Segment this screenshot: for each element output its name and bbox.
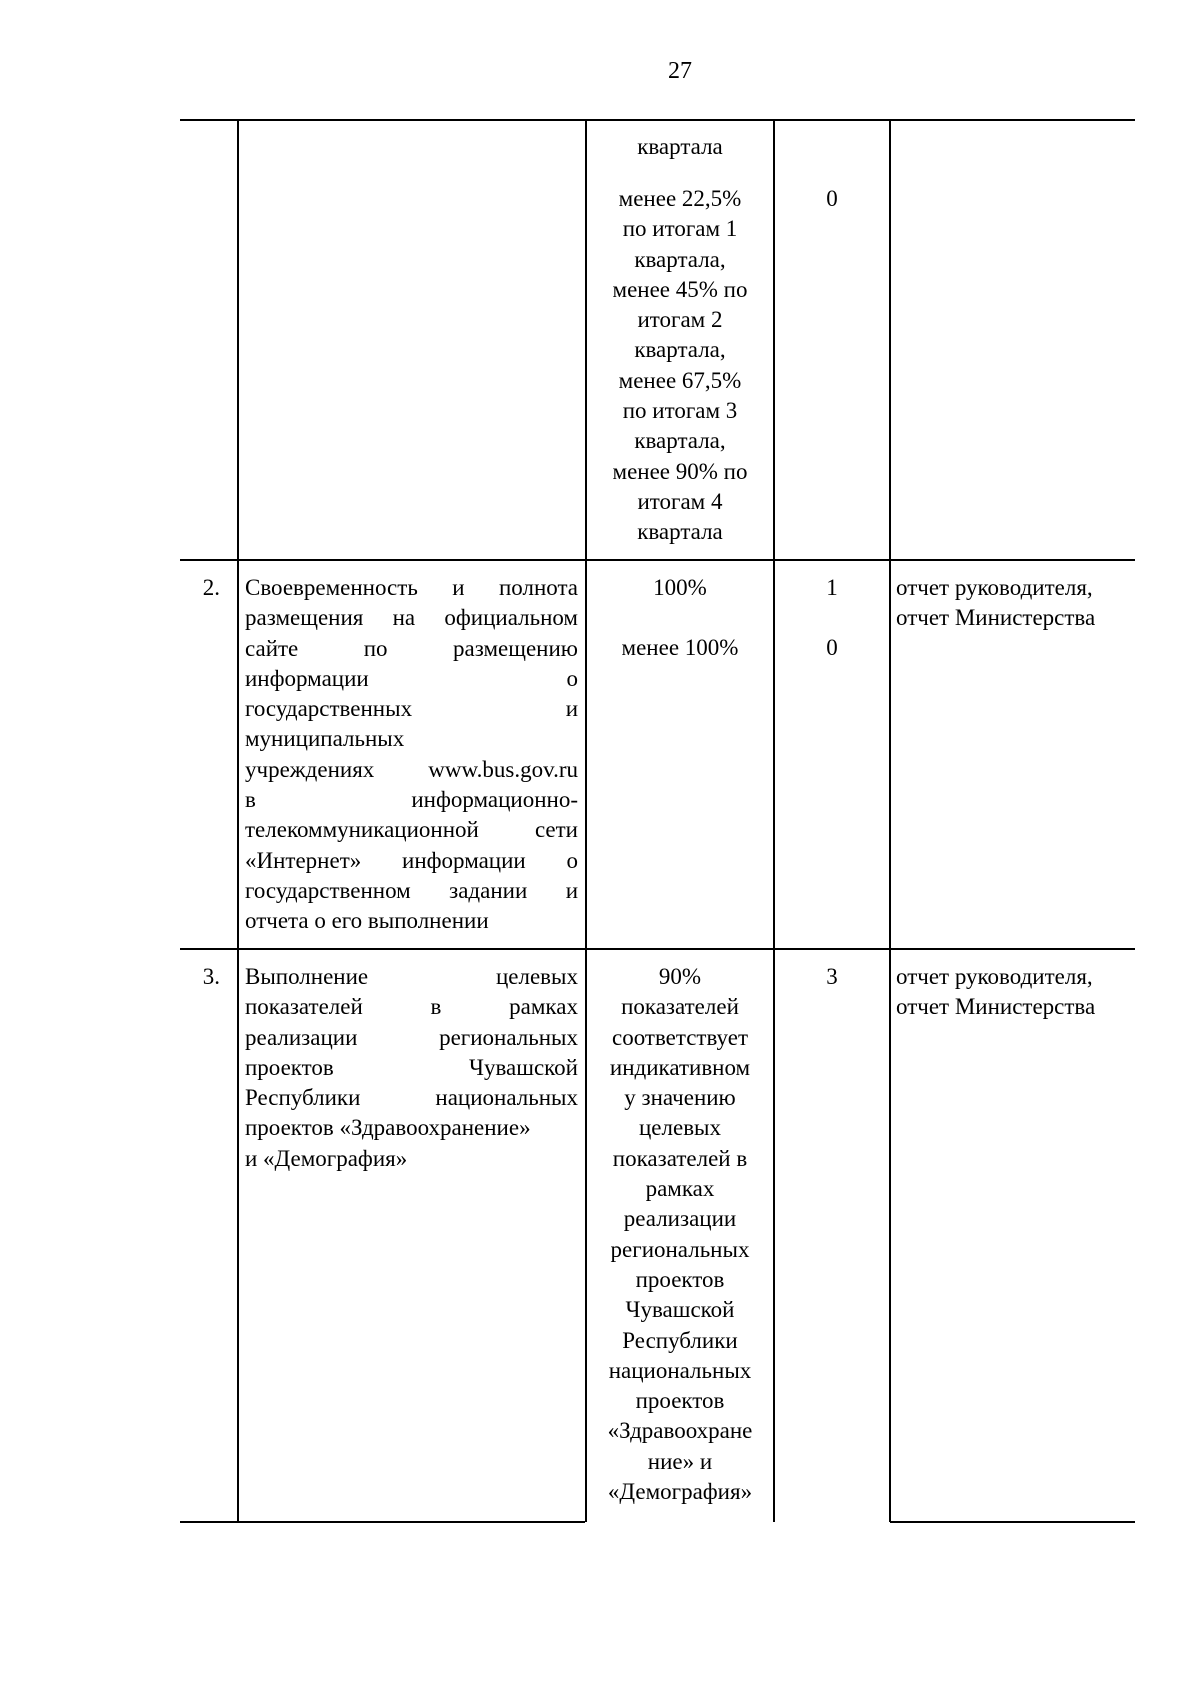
indicator-line xyxy=(245,694,578,724)
column-divider xyxy=(237,119,239,1522)
criteria-line: квартала, xyxy=(634,246,726,272)
indicator-line xyxy=(245,664,578,694)
indicator-word: учреждениях xyxy=(245,756,375,782)
indicator-word: о xyxy=(566,847,578,873)
criteria-line: менее 100% xyxy=(621,635,739,661)
indicator-word: отчета о его выполнении xyxy=(245,908,489,934)
indicator-line xyxy=(245,992,578,1022)
score-value: 0 xyxy=(826,186,838,211)
row-number xyxy=(180,962,220,992)
criteria-line: рамках xyxy=(645,1176,715,1202)
criteria-line: итогам 4 xyxy=(637,488,723,514)
indicator-word: проектов xyxy=(245,1054,334,1080)
criteria-cell xyxy=(587,132,773,162)
indicator-line xyxy=(245,573,578,603)
criteria-line: Республики xyxy=(622,1327,738,1353)
table-top-border xyxy=(180,119,1135,121)
indicator-word: размещения xyxy=(245,605,364,631)
indicator-word: информационно- xyxy=(411,787,578,813)
indicator-line xyxy=(245,906,578,936)
indicator-word: о xyxy=(566,665,578,691)
criteria-line: квартала, xyxy=(634,337,726,363)
row-divider xyxy=(180,1521,585,1523)
criteria-cell xyxy=(587,962,773,1507)
indicator-word: муниципальных xyxy=(245,726,405,752)
criteria-line: «Демография» xyxy=(607,1479,753,1505)
row-number xyxy=(180,573,220,603)
criteria-line: квартала xyxy=(637,134,723,159)
source-line: отчет руководителя, xyxy=(896,964,1093,989)
indicator-word: задании xyxy=(449,877,528,903)
indicator-line xyxy=(245,846,578,876)
indicator-word: проектов «Здравоохранение» xyxy=(245,1115,531,1141)
criteria-cell xyxy=(587,184,773,548)
row-divider xyxy=(890,1521,1135,1523)
criteria-line: квартала, xyxy=(634,428,726,454)
criteria-line: «Здравоохране xyxy=(607,1418,753,1444)
indicator-word: «Интернет» xyxy=(245,847,362,873)
criteria-line: региональных xyxy=(610,1236,750,1262)
indicator-word: на xyxy=(392,605,416,631)
indicator-word: размещению xyxy=(453,635,578,661)
criteria-line: менее 90% по xyxy=(612,458,748,484)
score-value: 1 xyxy=(826,575,838,600)
criteria-line: Чувашской xyxy=(625,1297,735,1323)
indicator-word: в xyxy=(430,994,442,1020)
criteria-line: 90% xyxy=(658,964,702,989)
indicator-word: и xyxy=(452,575,465,600)
criteria-line: 100% xyxy=(653,575,707,600)
indicator-word: в xyxy=(245,787,256,813)
criteria-line: проектов xyxy=(635,1388,725,1414)
source-line: отчет Министерства xyxy=(896,994,1096,1020)
indicator-word: полнота xyxy=(498,575,578,600)
criteria-line: ние» и xyxy=(647,1448,713,1474)
criteria-line: показателей xyxy=(621,994,739,1020)
indicator-word: национальных xyxy=(435,1085,578,1111)
criteria-line: менее 45% по xyxy=(612,276,748,302)
indicator-line xyxy=(245,1113,578,1143)
criteria-line: соответствует xyxy=(611,1024,748,1050)
criteria-line: по итогам 3 xyxy=(622,398,738,424)
indicator-word: по xyxy=(363,635,388,661)
indicator-word: и xyxy=(565,877,578,903)
criteria-line: менее 22,5% xyxy=(618,186,742,211)
indicator-line xyxy=(245,755,578,785)
indicator-word: и «Демография» xyxy=(245,1145,408,1171)
criteria-line: реализации xyxy=(623,1206,737,1232)
score-cell xyxy=(775,184,889,214)
indicator-word: реализации xyxy=(245,1024,358,1050)
criteria-line: у значению xyxy=(624,1085,736,1111)
column-divider xyxy=(773,119,775,1522)
criteria-cell xyxy=(587,573,773,664)
indicator-word: информации xyxy=(402,847,526,873)
source-line: отчет руководителя, xyxy=(896,575,1093,600)
indicator-line xyxy=(245,634,578,664)
source-line: отчет Министерства xyxy=(896,605,1096,631)
score-cell xyxy=(775,573,889,664)
criteria-line: проектов xyxy=(635,1266,725,1292)
indicator-line xyxy=(245,1023,578,1053)
source-cell xyxy=(896,573,1131,634)
indicator-word: целевых xyxy=(495,964,578,989)
criteria-line: итогам 2 xyxy=(637,307,723,333)
column-divider xyxy=(889,119,891,1522)
indicator-word: региональных xyxy=(439,1024,578,1050)
criteria-line: квартала xyxy=(637,519,723,545)
indicator-word: информации xyxy=(245,665,369,691)
criteria-line: показателей в xyxy=(612,1145,748,1171)
indicator-word: показателей xyxy=(245,994,363,1020)
indicator-word: и xyxy=(565,696,578,722)
indicator-word: Чувашской xyxy=(469,1054,578,1080)
row-divider xyxy=(180,559,1135,561)
row-number-text: 3. xyxy=(202,964,220,989)
indicator-line xyxy=(245,1144,578,1174)
indicator-cell xyxy=(245,573,578,937)
criteria-line: менее 67,5% xyxy=(618,367,742,393)
indicator-word: Республики xyxy=(245,1085,361,1111)
indicator-word: Выполнение xyxy=(245,964,369,989)
indicator-word: государственном xyxy=(245,877,411,903)
score-cell xyxy=(775,962,889,992)
indicator-word: сети xyxy=(534,817,578,843)
criteria-line: национальных xyxy=(608,1357,752,1383)
indicator-word: государственных xyxy=(245,696,413,722)
indicator-line xyxy=(245,815,578,845)
indicator-cell xyxy=(245,962,578,1174)
score-value: 3 xyxy=(826,964,838,989)
indicator-line xyxy=(245,603,578,633)
score-value: 0 xyxy=(826,635,838,661)
indicator-word: телекоммуникационной xyxy=(245,817,479,843)
page-number: 27 xyxy=(668,58,692,84)
indicator-line xyxy=(245,1083,578,1113)
indicator-word: Своевременность xyxy=(245,575,418,600)
indicator-line xyxy=(245,962,578,992)
indicator-line xyxy=(245,1053,578,1083)
criteria-line: по итогам 1 xyxy=(622,216,738,242)
indicator-line xyxy=(245,724,578,754)
indicator-line xyxy=(245,876,578,906)
row-divider xyxy=(180,948,1135,950)
indicator-word: рамках xyxy=(509,994,578,1020)
indicator-word: официальном xyxy=(444,605,578,631)
indicator-word: сайте xyxy=(245,635,299,661)
indicator-word: www.bus.gov.ru xyxy=(428,756,578,782)
criteria-line: целевых xyxy=(638,1115,722,1141)
indicator-line xyxy=(245,785,578,815)
row-number-text: 2. xyxy=(202,575,220,600)
source-cell xyxy=(896,962,1131,1023)
criteria-line: индикативном xyxy=(609,1054,751,1080)
